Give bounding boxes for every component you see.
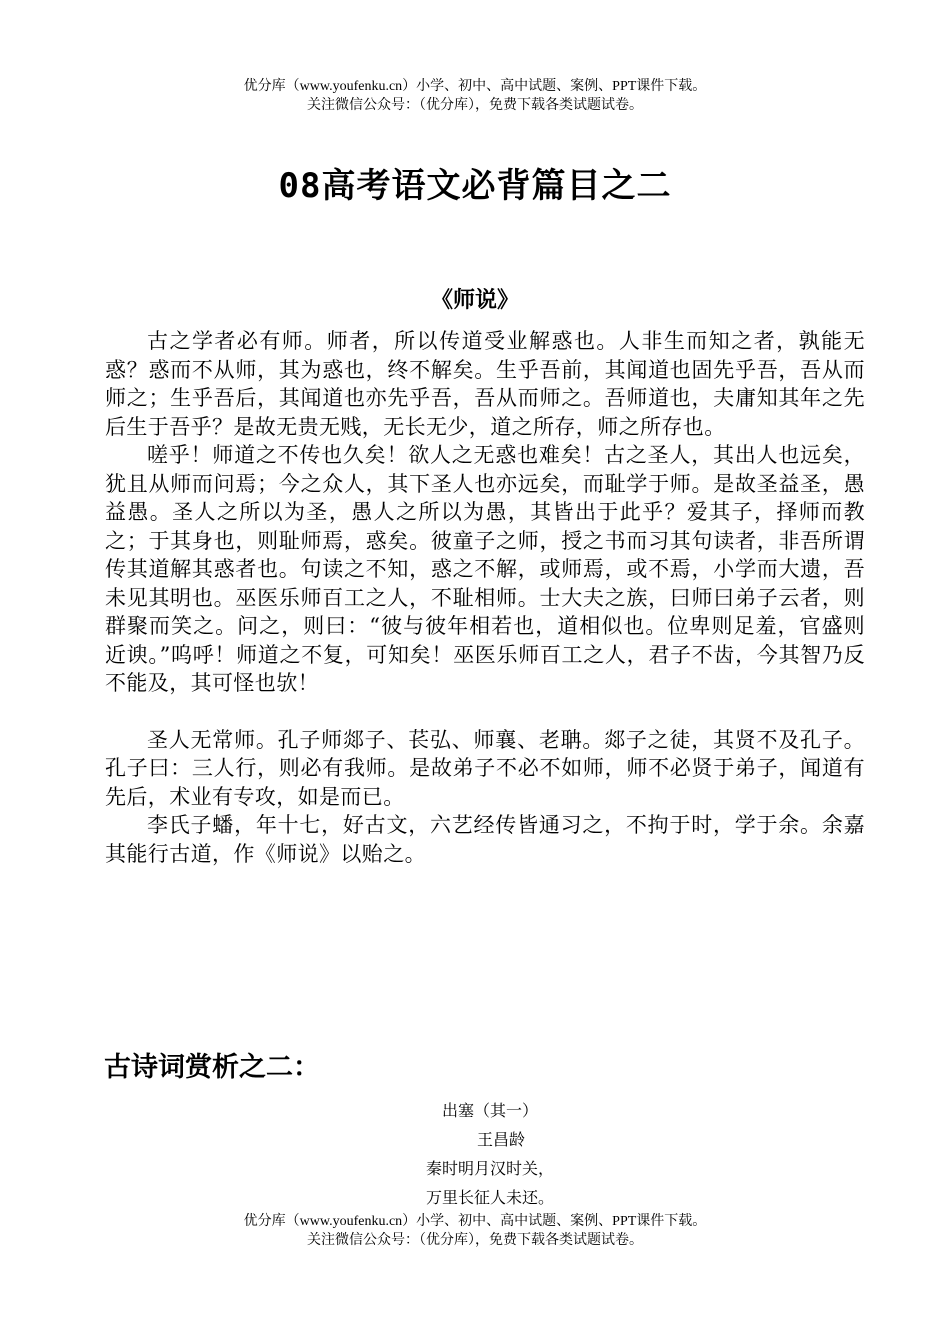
poem — [300, 1096, 680, 1212]
poem-line-2: 万里长征人未还。 — [425, 1188, 554, 1207]
page-header — [0, 77, 950, 115]
header-line-site: 优分库（www.youfenku.cn）小学、初中、高中试题、案例、PPT课件下载。 — [243, 79, 707, 94]
essay-title: 《师说》 — [430, 288, 519, 313]
essay-paragraph-4: 李氏子蟠，年十七，好古文，六艺经传皆通习之，不拘于时，学于余。余嘉其能行古道，作《师说》以贻之。 — [105, 813, 865, 866]
essay-paragraph-1: 古之学者必有师。师者，所以传道受业解惑也。人非生而知之者，孰能无惑？惑而不从师，其为惑也，终不解矣。生乎吾前，其闻道也固先乎吾，吾从而师之；生乎吾后，其闻道也亦先乎吾，吾从而师之。吾师道也，夫庸知其年之先后生于吾乎？是故无贵无贱，无长无少，道之所存，师之所存也。 — [105, 329, 865, 439]
footer-line-wechat: 关注微信公众号：（优分库），免费下载各类试题试卷。 — [307, 1233, 643, 1248]
page-footer — [0, 1212, 950, 1250]
essay-paragraph-3: 圣人无常师。孔子师郯子、苌弘、师襄、老聃。郯子之徒，其贤不及孔子。孔子曰：三人行，则必有我师。是故弟子不必不如师，师不必贤于弟子，闻道有先后，术业有专攻，如是而已。 — [105, 727, 865, 809]
poem-author: 王昌龄 — [476, 1130, 525, 1149]
poem-line-1: 秦时明月汉时关， — [425, 1159, 554, 1178]
document-title: 08高考语文必背篇目之二 — [278, 166, 672, 206]
header-line-wechat: 关注微信公众号：（优分库），免费下载各类试题试卷。 — [307, 98, 643, 113]
essay-paragraph-2: 嗟乎！师道之不传也久矣！欲人之无惑也难矣！古之圣人，其出人也远矣，犹且从师而问焉；今之众人，其下圣人也亦远矣，而耻学于师。是故圣益圣，愚益愚。圣人之所以为圣，愚人之所以为愚，其皆出于此乎？爱其子，择师而教之；于其身也，则耻师焉，惑矣。彼童子之师，授之书而习其句读者，非吾所谓传其道解其惑者也。句读之不知，惑之不解，或师焉，或不焉，小学而大遗，吾未见其明也。巫医乐师百工之人，不耻相师。士大夫之族，曰师曰弟子云者，则群聚而笑之。问之，则曰：“彼与彼年相若也，道相似也。位卑则足羞，官盛则近谀。”呜呼！师道之不复，可知矣！巫医乐师百工之人，君子不齿，今其智乃反不能及，其可怪也欤！ — [105, 443, 865, 695]
essay-body — [105, 327, 865, 868]
footer-line-site: 优分库（www.youfenku.cn）小学、初中、高中试题、案例、PPT课件下载。 — [243, 1214, 707, 1229]
poem-title: 出塞（其一） — [441, 1101, 538, 1120]
section-heading-poetry: 古诗词赏析之二： — [104, 1052, 320, 1083]
